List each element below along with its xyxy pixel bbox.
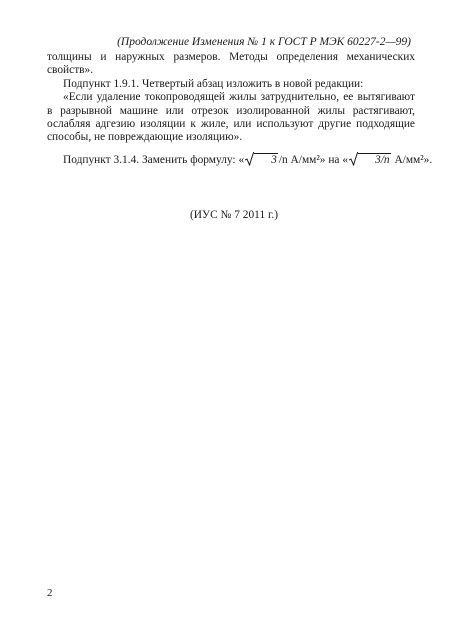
formula-old-after: /n А/мм²» на «	[278, 153, 349, 166]
page-number: 2	[47, 587, 53, 599]
document-header: (Продолжение Изменения № 1 к ГОСТ Р МЭК 60227-2—99)	[117, 36, 411, 48]
radical-sign-icon	[349, 152, 358, 166]
new-formula-root	[349, 152, 391, 166]
new-radicand-denominator: /n	[380, 153, 390, 166]
old-radicand: 3	[254, 153, 278, 166]
source-note: (ИУС № 7 2011 г.)	[190, 209, 279, 221]
formula-prefix: Подпункт 3.1.4. Заменить формулу: «	[63, 153, 245, 166]
document-body	[47, 51, 433, 167]
radical-sign-icon	[245, 152, 254, 166]
new-radicand-value: 3	[375, 153, 381, 166]
paragraph-subclause-3-1-4	[47, 152, 433, 167]
old-formula-root	[245, 152, 278, 166]
paragraph-subclause-1-9-1: Подпункт 1.9.1. Четвертый абзац изложить в новой редакции:	[63, 77, 364, 90]
formula-new-after: А/мм²».	[391, 153, 433, 166]
new-radicand	[358, 153, 391, 166]
paragraph-continuation: толщины и наружных размеров. Методы определения механических свойств».	[47, 51, 415, 77]
paragraph-new-text: «Если удаление токопроводящей жилы затруднительно, ее вытягивают в разрывной машине или отрезок изолированной жилы растягивают, ослабляя адгезию изоляции к жиле, или используют другие подходящие способы, не повреждающие изоляцию».	[47, 91, 415, 144]
